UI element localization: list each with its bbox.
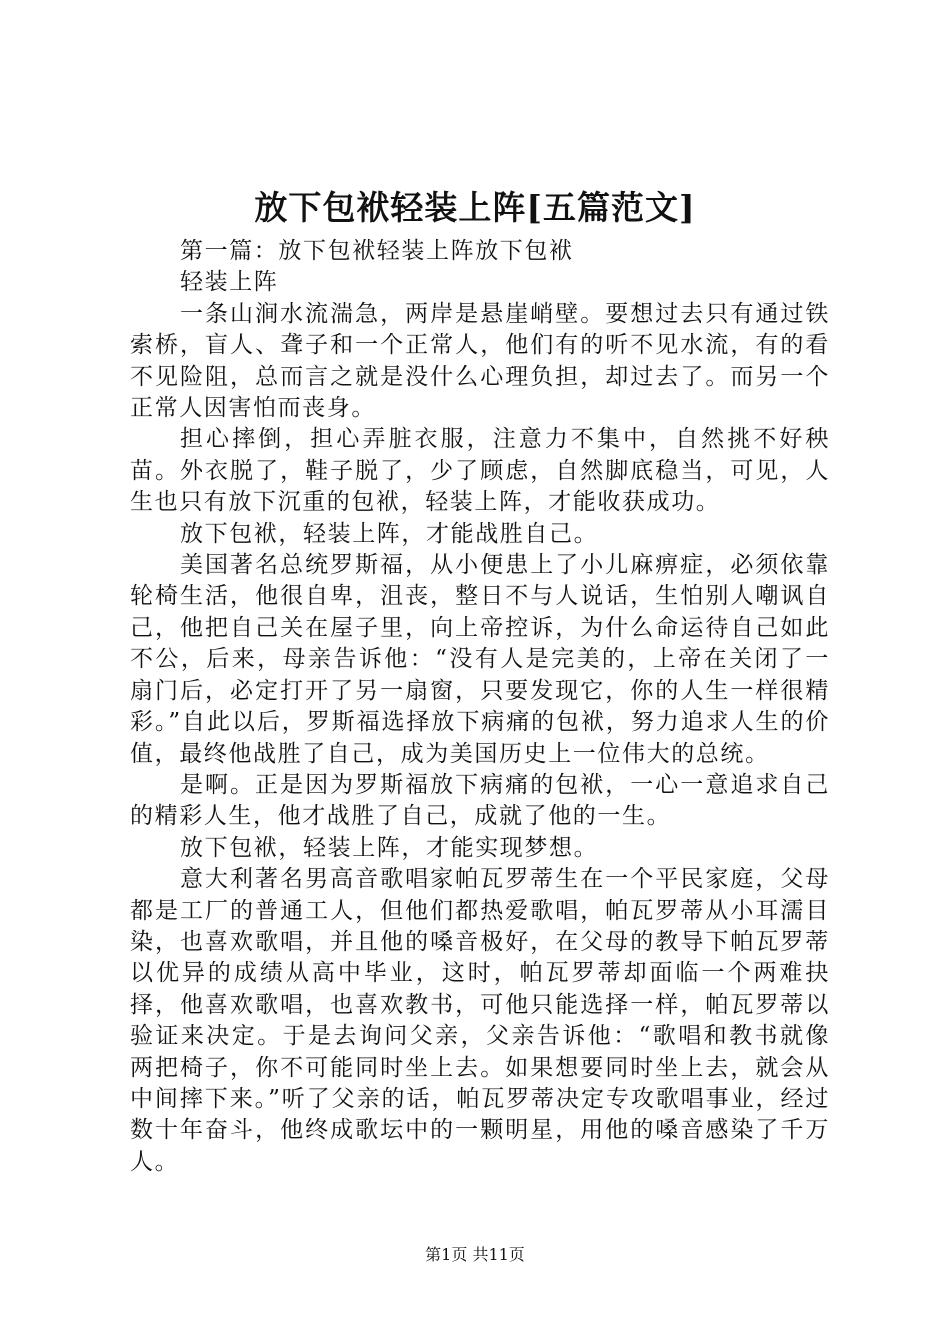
document-body (130, 236, 830, 1178)
paragraph: 美国著名总统罗斯福，从小便患上了小儿麻痹症，必须依靠轮椅生活，他很自卑，沮丧，整日不与人说话，生怕别人嘲讽自己，他把自己关在屋子里，向上帝控诉，为什么命运待自己如此不公，后来，母亲告诉他：“没有人是完美的，上帝在关闭了一扇门后，必定打开了另一扇窗，只要发现它，你的人生一样很精彩。”自此以后，罗斯福选择放下病痛的包袱，努力追求人生的价值，最终他战胜了自己，成为美国历史上一位伟大的总统。 (130, 552, 830, 767)
paragraph: 一条山涧水流湍急，两岸是悬崖峭壁。要想过去只有通过铁索桥，盲人、聋子和一个正常人，他们有的听不见水流，有的看不见险阻，总而言之就是没什么心理负担，却过去了。而另一个正常人因害怕而丧身。 (130, 300, 830, 422)
paragraph: 意大利著名男高音歌唱家帕瓦罗蒂生在一个平民家庭，父母都是工厂的普通工人，但他们都热爱歌唱，帕瓦罗蒂从小耳濡目染，也喜欢歌唱，并且他的嗓音极好，在父母的教导下帕瓦罗蒂以优异的成绩从高中毕业，这时，帕瓦罗蒂却面临一个两难抉择，他喜欢歌唱，也喜欢教书，可他只能选择一样，帕瓦罗蒂以验证来决定。于是去询问父亲，父亲告诉他：“歌唱和教书就像两把椅子，你不可能同时坐上去。如果想要同时坐上去，就会从中间摔下来。”听了父亲的话，帕瓦罗蒂决定专攻歌唱事业，经过数十年奋斗，他终成歌坛中的一颗明星，用他的嗓音感染了千万人。 (130, 866, 830, 1175)
paragraph-subheading: 轻装上阵 (180, 269, 279, 296)
page-number-footer: 第1页 共11页 (425, 1245, 525, 1264)
paragraph: 放下包袱，轻装上阵，才能战胜自己。 (180, 520, 599, 547)
paragraph: 放下包袱，轻装上阵，才能实现梦想。 (180, 834, 599, 861)
document-title: 放下包袱轻装上阵[五篇范文] (254, 188, 696, 227)
paragraph: 是啊。正是因为罗斯福放下病痛的包袱，一心一意追求自己的精彩人生，他才战胜了自己，成就了他的一生。 (130, 771, 830, 830)
paragraph: 担心摔倒，担心弄脏衣服，注意力不集中，自然挑不好秧苗。外衣脱了，鞋子脱了，少了顾虑，自然脚底稳当，可见，人生也只有放下沉重的包袱，轻装上阵，才能收获成功。 (130, 426, 830, 516)
paragraph-section-heading: 第一篇：放下包袱轻装上阵放下包袱 (180, 238, 574, 264)
